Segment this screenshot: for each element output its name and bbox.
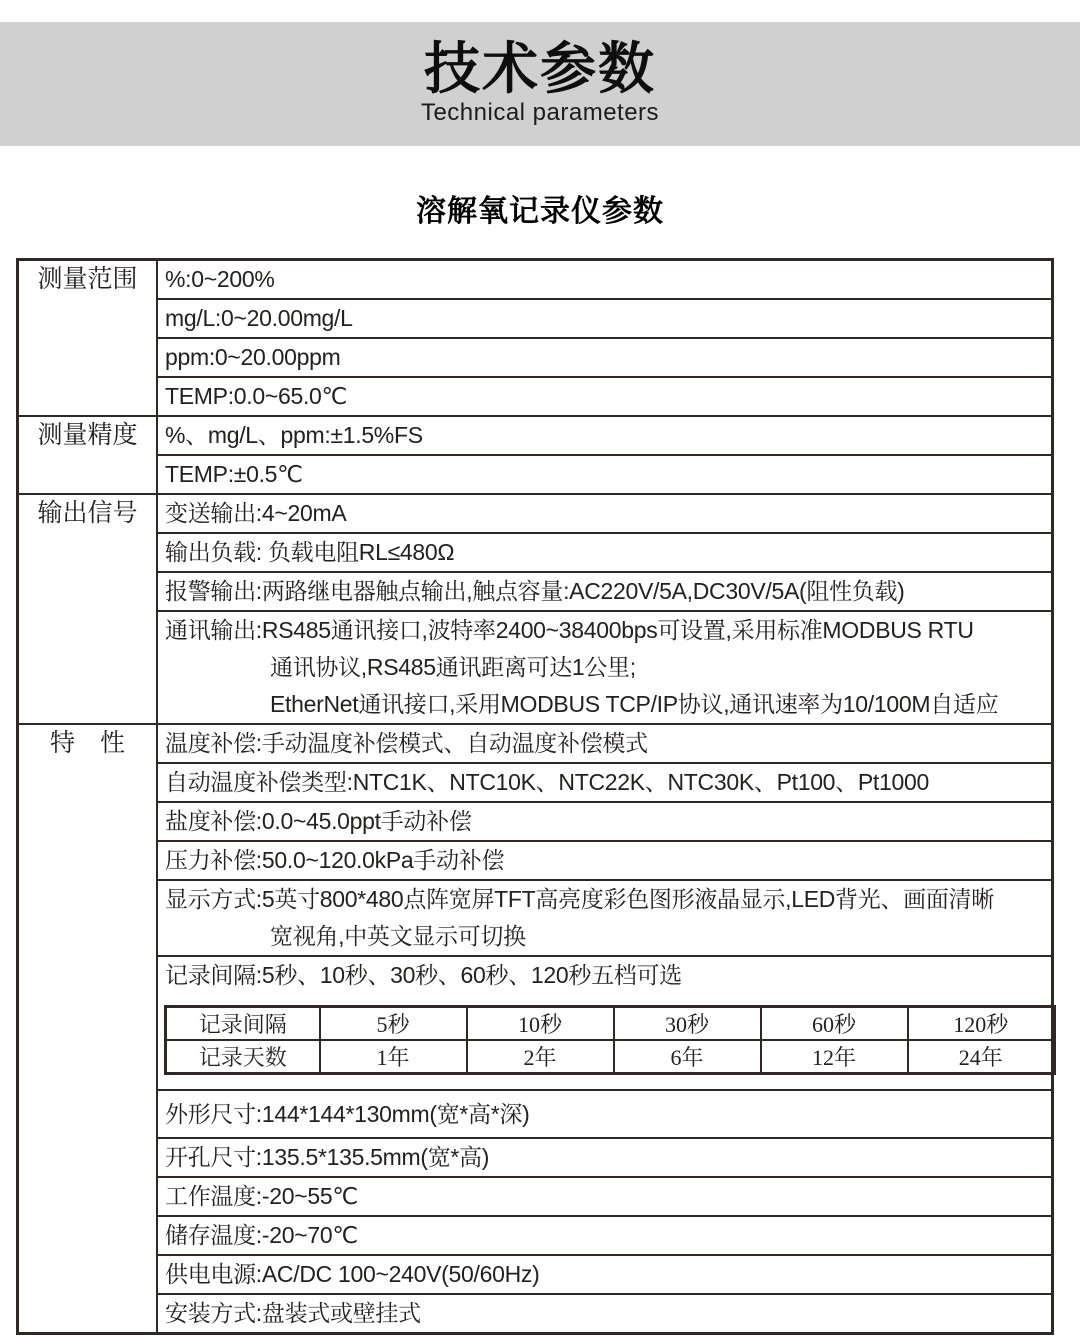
section-label xyxy=(19,495,158,723)
record-value-cell: 12年 xyxy=(761,1040,908,1074)
spec-text: 安装方式:盘装式或壁挂式 xyxy=(165,1300,421,1326)
record-header-cell: 120秒 xyxy=(908,1007,1055,1041)
header-banner xyxy=(0,22,1080,146)
section-rows xyxy=(158,261,1051,415)
spec-text: 温度补偿:手动温度补偿模式、自动温度补偿模式 xyxy=(165,730,648,756)
spec-row xyxy=(158,454,1051,493)
record-value-cell: 24年 xyxy=(908,1040,1055,1074)
section-rows xyxy=(158,725,1051,1332)
page-subtitle-en: Technical parameters xyxy=(420,99,660,126)
spec-text: 外形尺寸:144*144*130mm(宽*高*深) xyxy=(165,1101,530,1127)
section-label xyxy=(19,261,158,415)
spec-text: TEMP:0.0~65.0℃ xyxy=(165,383,348,409)
section-measure-accuracy xyxy=(19,415,1051,493)
spec-row xyxy=(158,298,1051,337)
spec-row xyxy=(158,1293,1051,1332)
spec-row xyxy=(158,532,1051,571)
record-header-cell: 60秒 xyxy=(761,1007,908,1041)
spec-text: %:0~200% xyxy=(165,266,275,292)
record-value-cell: 2年 xyxy=(467,1040,614,1074)
spec-text: 显示方式:5英寸800*480点阵宽屏TFT高亮度彩色图形液晶显示,LED背光、画面清晰 xyxy=(165,886,994,912)
spec-row xyxy=(158,840,1051,879)
spec-row xyxy=(158,571,1051,610)
spec-text: mg/L:0~20.00mg/L xyxy=(165,305,353,331)
spec-text: 自动温度补偿类型:NTC1K、NTC10K、NTC22K、NTC30K、Pt100、Pt1000 xyxy=(165,769,929,795)
section-features xyxy=(19,723,1051,1332)
spec-row-comm-output xyxy=(158,610,1051,723)
spec-text: 通讯协议,RS485通讯距离可达1公里; xyxy=(270,654,636,680)
record-value-cell: 6年 xyxy=(614,1040,761,1074)
record-interval-table xyxy=(164,1005,1056,1075)
spec-row xyxy=(158,1137,1051,1176)
spec-row xyxy=(158,495,1051,532)
spec-text: 宽视角,中英文显示可切换 xyxy=(270,923,526,949)
spec-text: 开孔尺寸:135.5*135.5mm(宽*高) xyxy=(165,1144,490,1170)
spec-text: 供电电源:AC/DC 100~240V(50/60Hz) xyxy=(165,1261,540,1287)
spec-row xyxy=(158,1254,1051,1293)
spec-text: 工作温度:-20~55℃ xyxy=(165,1183,358,1209)
spec-row xyxy=(158,801,1051,840)
spec-text: ppm:0~20.00ppm xyxy=(165,344,341,370)
spec-row xyxy=(158,1176,1051,1215)
spec-text: %、mg/L、ppm:±1.5%FS xyxy=(165,422,423,448)
spec-text: 压力补偿:50.0~120.0kPa手动补偿 xyxy=(165,847,505,873)
spec-table xyxy=(16,258,1054,1335)
spec-text: 报警输出:两路继电器触点输出,触点容量:AC220V/5A,DC30V/5A(阻性负载) xyxy=(165,578,905,604)
section-label-text: 特 性 xyxy=(49,729,125,757)
record-value-cell: 1年 xyxy=(320,1040,467,1074)
section-label-text: 测量范围 xyxy=(37,265,138,293)
record-header-cell: 5秒 xyxy=(320,1007,467,1041)
spec-text: 通讯输出:RS485通讯接口,波特率2400~38400bps可设置,采用标准MODBUS RTU xyxy=(165,617,974,643)
record-header-row xyxy=(166,1007,1055,1041)
spec-row xyxy=(158,261,1051,298)
spec-row xyxy=(158,1215,1051,1254)
section-measure-range xyxy=(19,261,1051,415)
record-data-row xyxy=(166,1040,1055,1074)
spec-row xyxy=(158,762,1051,801)
section-label xyxy=(19,725,158,1332)
section-rows xyxy=(158,495,1051,723)
spec-row-display-mode xyxy=(158,879,1051,955)
spec-row xyxy=(158,725,1051,762)
record-header-cell: 记录间隔 xyxy=(166,1007,320,1041)
page-title: 技术参数 xyxy=(424,37,656,100)
spec-text: 输出负载: 负载电阻RL≤480Ω xyxy=(165,539,455,565)
spec-text: 记录间隔:5秒、10秒、30秒、60秒、120秒五档可选 xyxy=(165,962,682,988)
section-output-signal xyxy=(19,493,1051,723)
section-label-text: 测量精度 xyxy=(37,421,138,449)
spec-text: EtherNet通讯接口,采用MODBUS TCP/IP协议,通讯速率为10/100M自适应 xyxy=(270,691,999,717)
spec-row xyxy=(158,417,1051,454)
section-label xyxy=(19,417,158,493)
spec-row xyxy=(158,376,1051,415)
spec-row-record-interval xyxy=(158,955,1051,1089)
record-header-cell: 10秒 xyxy=(467,1007,614,1041)
spec-row xyxy=(158,1089,1051,1137)
spec-text: 变送输出:4~20mA xyxy=(165,500,347,526)
record-value-cell: 记录天数 xyxy=(166,1040,320,1074)
record-header-cell: 30秒 xyxy=(614,1007,761,1041)
spec-text: TEMP:±0.5℃ xyxy=(165,461,303,487)
section-label-text: 输出信号 xyxy=(37,499,138,527)
section-rows xyxy=(158,417,1051,493)
table-title: 溶解氧记录仪参数 xyxy=(416,195,664,228)
spec-row xyxy=(158,337,1051,376)
spec-text: 盐度补偿:0.0~45.0ppt手动补偿 xyxy=(165,808,472,834)
spec-text: 储存温度:-20~70℃ xyxy=(165,1222,358,1248)
